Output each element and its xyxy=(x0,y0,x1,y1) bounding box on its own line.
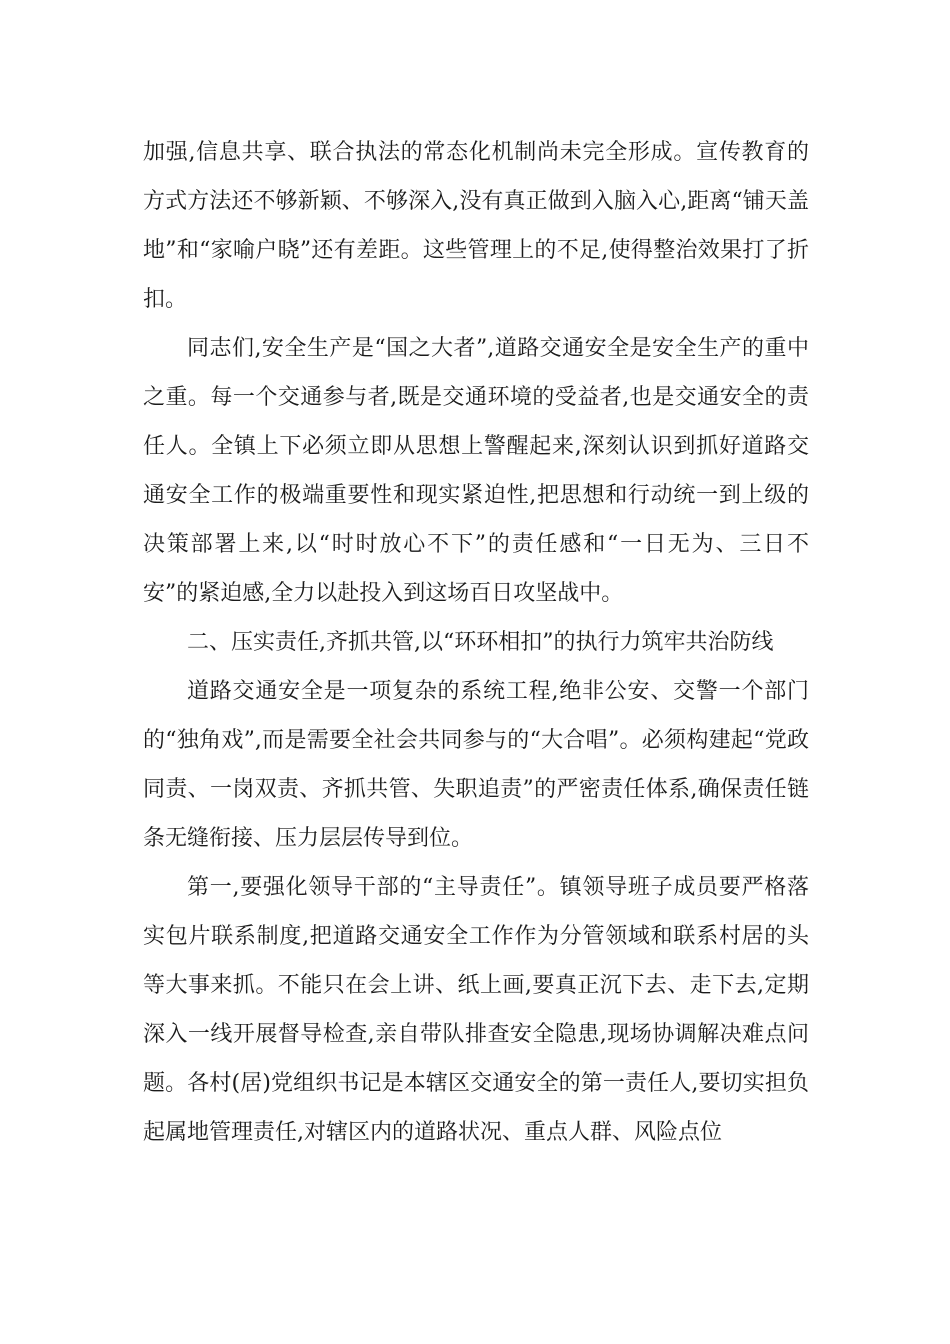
section-heading: 二、压实责任,齐抓共管,以“环环相扣”的执行力筑牢共治防线 xyxy=(187,630,774,655)
paragraph-5: 第一,要强化领导干部的“主导责任”。镇领导班子成员要严格落实包片联系制度,把道路交通安全工作作为分管领域和联系村居的头等大事来抓。不能只在会上讲、纸上画,要真正沉下去、走下去,定期深入一线开展督导检查,亲自带队排查安全隐患,现场协调解决难点问题。各村(居)党组织书记是本辖区交通安全的第一责任人,要切实担负起属地管理责任,对辖区内的道路状况、重点人群、风险点位 xyxy=(143,875,809,1145)
paragraph-4: 道路交通安全是一项复杂的系统工程,绝非公安、交警一个部门的“独角戏”,而是需要全社会共同参与的“大合唱”。必须构建起“党政同责、一岗双责、齐抓共管、失职追责”的严密责任体系,确保责任链条无缝衔接、压力层层传导到位。 xyxy=(143,679,809,851)
paragraph-2: 同志们,安全生产是“国之大者”,道路交通安全是安全生产的重中之重。每一个交通参与者,既是交通环境的受益者,也是交通安全的责任人。全镇上下必须立即从思想上警醒起来,深刻认识到抓好道路交通安全工作的极端重要性和现实紧迫性,把思想和行动统一到上级的决策部署上来,以“时时放心不下”的责任感和“一日无为、三日不安”的紧迫感,全力以赴投入到这场百日攻坚战中。 xyxy=(143,336,809,606)
document-body xyxy=(143,128,809,1157)
paragraph-1: 加强,信息共享、联合执法的常态化机制尚未完全形成。宣传教育的方式方法还不够新颖、不够深入,没有真正做到入脑入心,距离“铺天盖地”和“家喻户晓”还有差距。这些管理上的不足,使得整治效果打了折扣。 xyxy=(143,140,809,312)
